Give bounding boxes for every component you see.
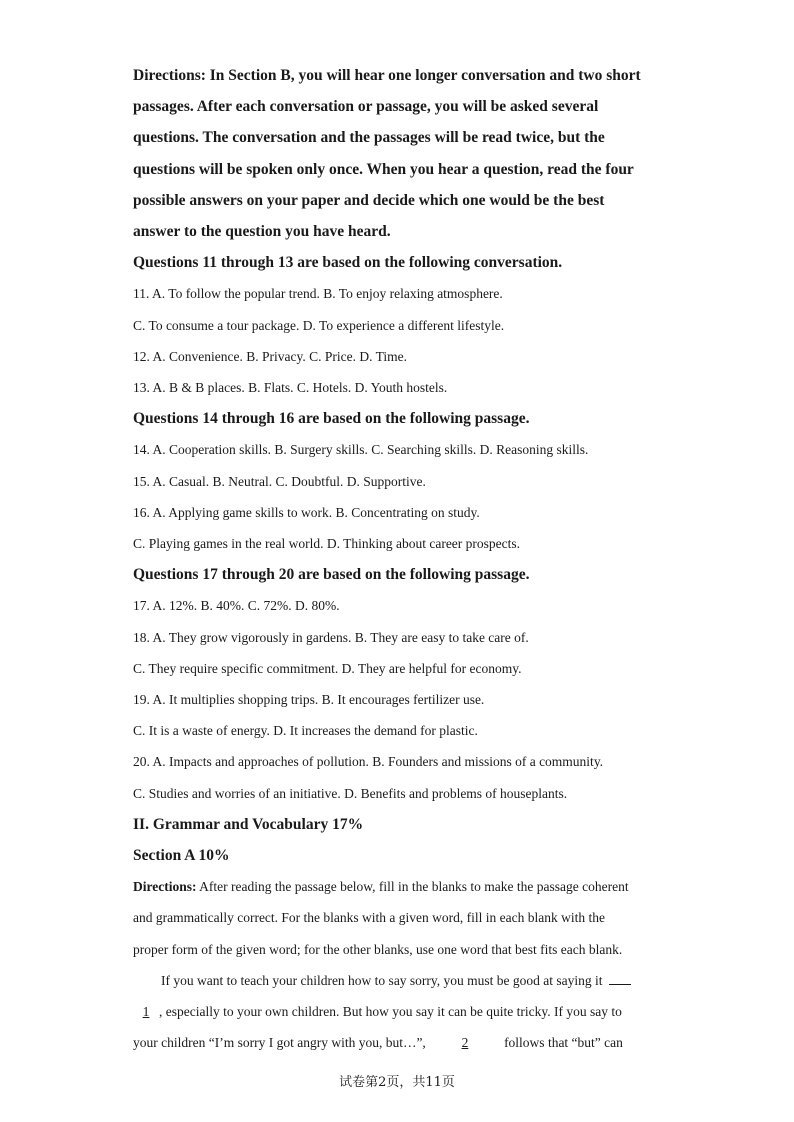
passage-line bbox=[133, 996, 663, 1027]
directions-line: proper form of the given word; for the other blanks, use one word that best fits each blank. bbox=[133, 941, 623, 957]
passage-line bbox=[133, 1027, 663, 1058]
directions-line: possible answers on your paper and decide which one would be the best bbox=[133, 191, 605, 209]
directions-label: Directions: bbox=[133, 879, 197, 895]
blank-underline bbox=[609, 972, 631, 985]
passage-line bbox=[133, 965, 663, 996]
part-heading: II. Grammar and Vocabulary 17% bbox=[133, 815, 364, 833]
question-group-14-16 bbox=[133, 403, 663, 559]
passage-text: , especially to your own children. But how you say it can be quite tricky. If you say to bbox=[159, 1004, 622, 1020]
question-group-11-13 bbox=[133, 247, 663, 403]
question-option-line: 17. A. 12%. B. 40%. C. 72%. D. 80%. bbox=[133, 598, 340, 614]
question-option-line: C. Playing games in the real world. D. Thinking about career prospects. bbox=[133, 536, 521, 552]
directions-line: passages. After each conversation or passage, you will be asked several bbox=[133, 98, 599, 116]
question-option-line: C. They require specific commitment. D. They are helpful for economy. bbox=[133, 660, 522, 676]
question-group-heading: Questions 14 through 16 are based on the following passage. bbox=[133, 410, 530, 428]
question-option-line: 16. A. Applying game skills to work. B. Concentrating on study. bbox=[133, 504, 480, 520]
question-option-line: 12. A. Convenience. B. Privacy. C. Price. D. Time. bbox=[133, 348, 407, 364]
directions-line: and grammatically correct. For the blanks with a given word, fill in each blank with the bbox=[133, 910, 605, 926]
directions-text: After reading the passage below, fill in the blanks to make the passage coherent bbox=[196, 879, 629, 895]
blank-2[interactable]: 2 bbox=[461, 1035, 469, 1051]
cloze-passage bbox=[133, 965, 663, 1059]
blank-1[interactable]: 1 bbox=[142, 1004, 150, 1020]
directions-line: questions will be spoken only once. When you hear a question, read the four bbox=[133, 160, 634, 178]
exam-page bbox=[133, 60, 663, 1059]
question-option-line: C. Studies and worries of an initiative. D. Benefits and problems of houseplants. bbox=[133, 785, 568, 801]
page-footer: 试卷第2页，共11页 bbox=[339, 1075, 455, 1090]
question-option-line: 19. A. It multiplies shopping trips. B. It encourages fertilizer use. bbox=[133, 692, 485, 708]
directions-line: answer to the question you have heard. bbox=[133, 223, 391, 241]
passage-text: If you want to teach your children how to say sorry, you must be good at saying it bbox=[161, 972, 603, 988]
question-option-line: 13. A. B & B places. B. Flats. C. Hotels. D. Youth hostels. bbox=[133, 380, 448, 396]
question-option-line: 14. A. Cooperation skills. B. Surgery skills. C. Searching skills. D. Reasoning skills. bbox=[133, 442, 589, 458]
section-heading: Section A 10% bbox=[133, 847, 230, 865]
directions-line bbox=[133, 871, 663, 902]
question-group-heading: Questions 11 through 13 are based on the following conversation. bbox=[133, 254, 563, 272]
question-option-line: C. To consume a tour package. D. To experience a different lifestyle. bbox=[133, 317, 505, 333]
section-b-directions bbox=[133, 60, 663, 247]
question-option-line: 20. A. Impacts and approaches of pollution. B. Founders and missions of a community. bbox=[133, 754, 604, 770]
directions-line: questions. The conversation and the passages will be read twice, but the bbox=[133, 129, 605, 147]
question-option-line: 18. A. They grow vigorously in gardens. B. They are easy to take care of. bbox=[133, 629, 529, 645]
question-option-line: 15. A. Casual. B. Neutral. C. Doubtful. D. Supportive. bbox=[133, 473, 426, 489]
question-group-heading: Questions 17 through 20 are based on the following passage. bbox=[133, 566, 530, 584]
section-a-directions bbox=[133, 871, 663, 965]
directions-line: Directions: In Section B, you will hear one longer conversation and two short bbox=[133, 67, 641, 84]
question-option-line: C. It is a waste of energy. D. It increases the demand for plastic. bbox=[133, 723, 478, 739]
question-group-17-20 bbox=[133, 559, 663, 809]
question-option-line: 11. A. To follow the popular trend. B. To enjoy relaxing atmosphere. bbox=[133, 286, 503, 302]
passage-text: your children “I’m sorry I got angry with you, but…”, bbox=[133, 1035, 426, 1051]
passage-text: follows that “but” can bbox=[504, 1035, 623, 1051]
